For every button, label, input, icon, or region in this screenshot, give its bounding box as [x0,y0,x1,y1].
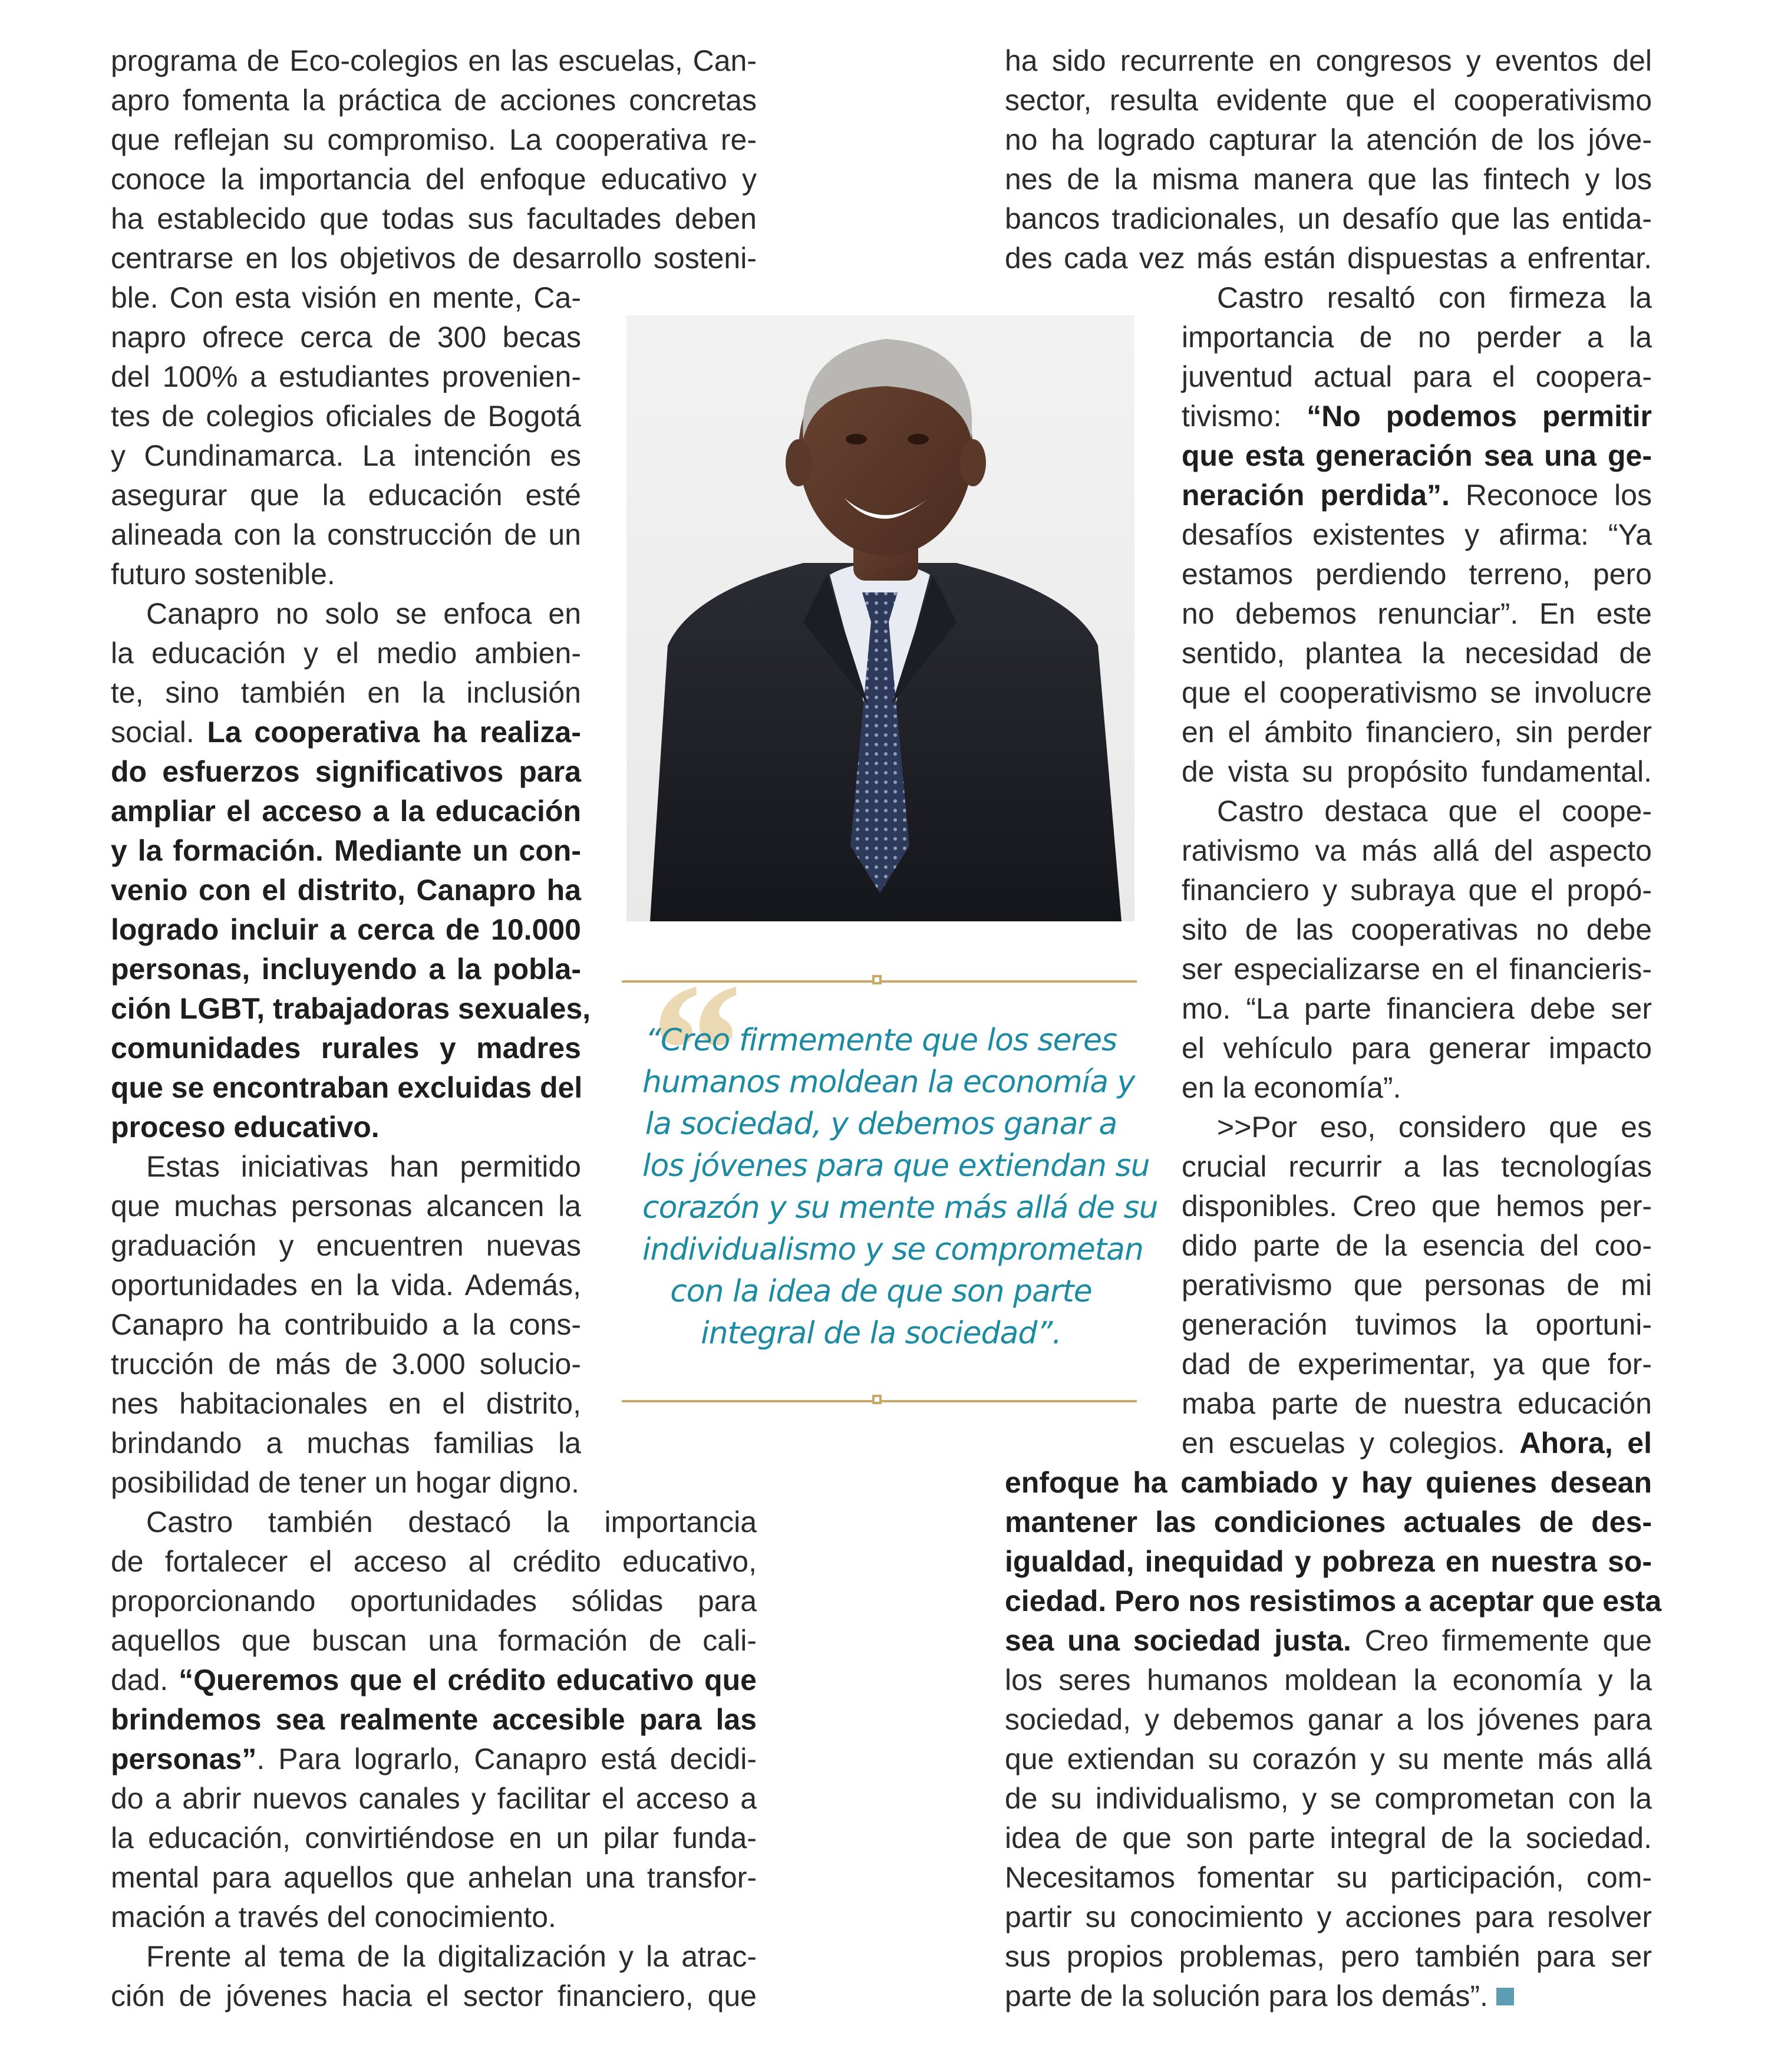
body-line-bold: venio con el distrito, Canapro ha [111,874,581,907]
body-line-bold: do esfuerzos significativos para [111,755,581,788]
body-line: mental para aquellos que anhelan una transfor- [111,1861,757,1894]
body-line: de vista su propósito fundamental. [1182,755,1652,788]
body-line: posibilidad de tener un hogar digno. [111,1466,580,1499]
body-line: sus propios problemas, pero también para ser [1005,1940,1652,1973]
body-line: apro fomenta la práctica de acciones concretas [111,84,757,117]
quote-divider-bottom [622,1400,1137,1402]
body-line: que el cooperativismo se involucre [1182,676,1652,709]
body-line: bancos tradicionales, un desafío que las entida- [1005,202,1652,235]
body-line: ser especializarse en el financieris- [1182,953,1652,986]
body-line [1005,1977,1652,2015]
body-line: ha establecido que todas sus facultades deben [111,202,757,235]
pull-quote-line: la sociedad, y debemos ganar a [645,1106,1117,1142]
body-line [1182,1424,1652,1462]
body-line: Castro también destacó la importancia [146,1506,757,1539]
pull-quote-line: con la idea de que son parte [670,1274,1092,1309]
body-text: Reconoce los [1465,479,1652,512]
body-line: disponibles. Creo que hemos per- [1182,1190,1652,1223]
pull-quote [642,1020,1158,1355]
body-line: del 100% a estudiantes provenien- [111,360,581,393]
body-line-bold: y la formación. Mediante un con- [111,834,581,867]
body-line: generación tuvimos la oportuni- [1182,1308,1652,1341]
quote-mark-icon: “ [641,943,738,1158]
body-text-bold: “Queremos que el crédito educativo que [179,1663,757,1697]
body-line: crucial recurrir a las tecnologías [1182,1150,1652,1183]
pull-quote-line: individualismo y se comprometan [642,1232,1143,1267]
body-line: dad de experimentar, ya que for- [1182,1348,1652,1381]
body-line [111,713,581,752]
body-line-bold: personas, incluyendo a la pobla- [111,953,581,986]
body-line: proporcionando oportunidades sólidas para [111,1585,757,1618]
body-text: . Para lograrlo, Canapro está decidi- [256,1742,757,1775]
body-line: dido parte de la esencia del coo- [1182,1229,1652,1262]
body-line [111,1740,757,1778]
body-line-bold: brindemos sea realmente accesible para las [111,1703,757,1736]
body-line: partir su conocimiento y acciones para resolver [1005,1900,1652,1933]
body-line: oportunidades en la vida. Además, [111,1269,581,1302]
pull-quote-line: los jóvenes para que extiendan su [642,1148,1150,1184]
body-line [1182,397,1652,436]
body-line-bold: ciedad. Pero nos resistimos a aceptar que esta [1005,1585,1662,1618]
body-line: financiero y subraya que el propó- [1182,874,1652,907]
body-line: no ha logrado capturar la atención de los jóve- [1005,123,1652,156]
body-line: centrarse en los objetivos de desarrollo sosteni- [111,242,757,275]
body-text: social. [111,716,194,749]
body-text: Creo firmemente que [1364,1624,1652,1657]
body-line: la educación y el medio ambien- [111,637,581,670]
body-line: importancia de no perder a la [1182,321,1652,354]
body-line: el vehículo para generar impacto [1182,1032,1652,1065]
body-line: sito de las cooperativas no debe [1182,913,1652,946]
body-line: en la economía”. [1182,1071,1401,1104]
body-line: asegurar que la educación esté [111,479,581,512]
body-line-bold: que esta generación sea una ge- [1182,439,1652,472]
body-line: que reflejan su compromiso. La cooperativa re- [111,123,757,156]
body-line: nes de la misma manera que las fintech y los [1005,163,1652,196]
body-line-bold: logrado incluir a cerca de 10.000 [111,913,581,946]
body-line: ble. Con esta visión en mente, Ca- [111,281,581,314]
body-line: no debemos renunciar”. En este [1182,597,1652,630]
body-line: maba parte de nuestra educación [1182,1387,1652,1420]
body-line [111,1661,757,1699]
body-line: y Cundinamarca. La intención es [111,439,581,472]
body-line: en el ámbito financiero, sin perder [1182,716,1652,749]
body-line-bold: enfoque ha cambiado y hay quienes desean [1005,1466,1652,1499]
body-line: programa de Eco-colegios en las escuelas, Can- [111,44,757,77]
body-line: te, sino también en la inclusión [111,676,581,709]
body-line-bold: igualdad, inequidad y pobreza en nuestra so- [1005,1545,1652,1578]
portrait-photo [626,315,1134,921]
body-line: Castro resaltó con firmeza la [1217,281,1652,314]
body-line-bold: ción LGBT, trabajadoras sexuales, [111,992,591,1025]
divider-ornament [872,1395,882,1404]
body-line: idea de que son parte integral de la sociedad. [1005,1821,1652,1854]
body-line: Canapro no solo se enfoca en [146,597,581,630]
body-line: desafíos existentes y afirma: “Ya [1182,518,1652,551]
body-text-bold: neración perdida”. [1182,479,1450,512]
body-line: que extiendan su corazón y su mente más allá [1005,1742,1652,1775]
body-line: Necesitamos fomentar su participación, com- [1005,1861,1652,1894]
body-text-bold: La cooperativa ha realiza- [207,716,581,749]
body-text-bold: “No podemos permitir [1307,400,1652,433]
portrait-illustration [626,315,1134,921]
body-line: tes de colegios oficiales de Bogotá [111,400,581,433]
body-line [1182,476,1652,515]
body-text: en escuelas y colegios. [1182,1427,1505,1460]
body-line: Estas iniciativas han permitido [146,1150,581,1183]
body-line: napro ofrece cerca de 300 becas [111,321,581,354]
body-line: graduación y encuentren nuevas [111,1229,581,1262]
body-line: estamos perdiendo terreno, pero [1182,558,1652,591]
body-line: sociedad, y debemos ganar a los jóvenes para [1005,1703,1652,1736]
body-line: nes habitacionales en el distrito, [111,1387,581,1420]
body-line-bold: ampliar el acceso a la educación [111,795,581,828]
body-line-bold: mantener las condiciones actuales de des- [1005,1506,1652,1539]
body-line: juventud actual para el coopera- [1182,360,1652,393]
body-line: alineada con la construcción de un [111,518,581,551]
body-line-bold: proceso educativo. [111,1111,380,1144]
body-line: do a abrir nuevos canales y facilitar el acceso a [111,1782,757,1815]
body-line: futuro sostenible. [111,558,335,591]
body-line: sector, resulta evidente que el cooperativismo [1005,84,1652,117]
body-line: Frente al tema de la digitalización y la atrac- [146,1940,757,1973]
body-line: Canapro ha contribuido a la cons- [111,1308,581,1341]
body-line: mación a través del conocimiento. [111,1900,556,1933]
body-line: rativismo va más allá del aspecto [1182,834,1652,867]
body-line: brindando a muchas familias la [111,1427,581,1460]
pull-quote-line: “Creo firmemente que los seres [645,1023,1117,1058]
body-line: mo. “La parte financiera debe ser [1182,992,1652,1025]
body-text: parte de la solución para los demás”. [1005,1979,1488,2012]
end-of-article-icon [1496,1988,1514,2005]
body-line: la educación, convirtiéndose en un pilar funda- [111,1821,757,1854]
body-text-bold: sea una sociedad justa. [1005,1624,1351,1657]
body-text-bold: Ahora, el [1519,1427,1652,1460]
body-line: que muchas personas alcancen la [111,1190,581,1223]
body-line: los seres humanos moldean la economía y la [1005,1663,1652,1697]
body-line: trucción de más de 3.000 solucio- [111,1348,581,1381]
body-text: dad. [111,1663,169,1697]
body-line: Castro destaca que el coope- [1217,795,1652,828]
body-line: ción de jóvenes hacia el sector financiero, que [111,1979,757,2012]
body-line: de su individualismo, y se comprometan con la [1005,1782,1652,1815]
body-line [1005,1621,1652,1660]
body-line: sentido, plantea la necesidad de [1182,637,1652,670]
body-line: conoce la importancia del enfoque educativo y [111,163,757,196]
divider-ornament [872,975,882,984]
body-line: des cada vez más están dispuestas a enfrentar. [1005,242,1652,275]
body-line: de fortalecer el acceso al crédito educativo, [111,1545,757,1578]
pull-quote-line: humanos moldean la economía y [642,1065,1135,1100]
body-text: tivismo: [1182,400,1282,433]
pull-quote-line: corazón y su mente más allá de su [642,1190,1158,1226]
body-line-bold: comunidades rurales y madres [111,1032,581,1065]
pull-quote-line: integral de la sociedad”. [701,1316,1061,1351]
body-line: perativismo que personas de mi [1182,1269,1652,1302]
body-text-bold: personas” [111,1742,257,1775]
body-line: aquellos que buscan una formación de cali- [111,1624,757,1657]
body-line: ha sido recurrente en congresos y eventos del [1005,44,1652,77]
body-line: >>Por eso, considero que es [1217,1111,1652,1144]
body-line-bold: que se encontraban excluidas del [111,1071,583,1104]
